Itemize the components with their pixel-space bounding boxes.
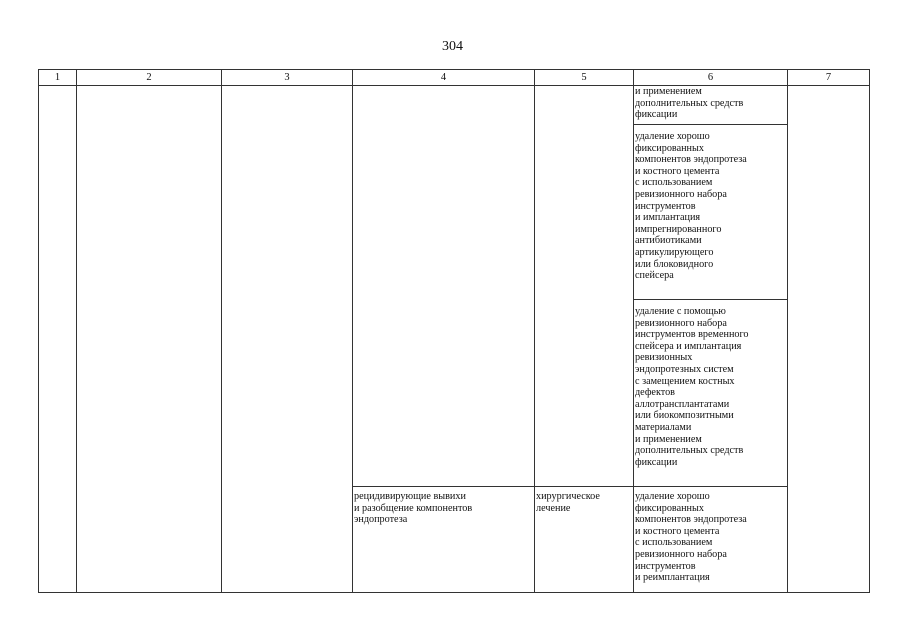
cell-col-5-continued	[535, 86, 634, 487]
text-line: дополнительных средств	[635, 97, 744, 109]
text-line: и костного цемента	[635, 165, 720, 177]
text-line: компонентов эндопротеза	[635, 514, 747, 526]
text-line: инструментов	[635, 200, 696, 212]
cell-col-7	[788, 86, 870, 593]
text-line: с использованием	[635, 177, 713, 189]
text-line: инструментов	[635, 560, 696, 572]
header-col-2: 2	[77, 70, 222, 86]
cell-col-6-method	[634, 300, 788, 487]
text-line: и реимплантация	[635, 572, 710, 584]
cell-col-4-continued	[353, 86, 535, 487]
text-line: антибиотиками	[635, 235, 702, 247]
text-line: и применением	[635, 433, 702, 445]
text-line: удаление с помощью	[635, 306, 726, 317]
cell-col-3	[222, 86, 353, 593]
text-line: удаление хорошо	[635, 491, 710, 502]
text-line: и костного цемента	[635, 525, 720, 537]
header-col-7: 7	[788, 70, 870, 86]
text-line: импрегнированного	[635, 223, 722, 235]
text-line: аллотрансплантатами	[635, 398, 730, 410]
text-line: инструментов временного	[635, 329, 749, 341]
text-line: артикулирующего	[635, 246, 714, 258]
text-line: лечение	[536, 502, 571, 514]
header-col-4: 4	[353, 70, 535, 86]
header-col-1: 1	[39, 70, 77, 86]
text-line: или биокомпозитными	[635, 410, 734, 422]
text-line: фиксации	[635, 456, 678, 468]
header-col-5: 5	[535, 70, 634, 86]
text-line: фиксированных	[635, 142, 704, 154]
cell-col-6-method	[634, 125, 788, 300]
header-row	[39, 70, 870, 86]
text-line: эндопротезных систем	[635, 363, 734, 375]
text-line: и применением	[635, 86, 702, 97]
cell-col-6-method	[634, 487, 788, 593]
text-line: ревизионных	[635, 352, 693, 364]
text-line: с использованием	[635, 537, 713, 549]
text-line: хирургическое	[536, 491, 600, 502]
text-line: ревизионного набора	[635, 548, 727, 560]
text-line: ревизионного набора	[635, 317, 727, 329]
text-line: фиксации	[635, 109, 678, 121]
page-number: 304	[442, 39, 463, 54]
text-line: и имплантация	[635, 212, 701, 224]
text-line: спейсера и имплантация	[635, 340, 742, 352]
cell-col-1	[39, 86, 77, 593]
cell-col-4-condition	[353, 487, 535, 593]
text-line: дополнительных средств	[635, 445, 744, 457]
text-line: дефектов	[635, 387, 675, 399]
text-line: спейсера	[635, 270, 674, 282]
text-line: эндопротеза	[354, 514, 408, 526]
text-line: или блоковидного	[635, 258, 714, 270]
text-line: и разобщение компонентов	[354, 502, 473, 514]
document-table	[38, 69, 870, 593]
table-row	[39, 86, 870, 125]
text-line: с замещением костных	[635, 375, 735, 387]
header-col-6: 6	[634, 70, 788, 86]
text-line: материалами	[635, 421, 692, 433]
cell-col-6-method	[634, 86, 788, 125]
header-col-3: 3	[222, 70, 353, 86]
text-line: рецидивирующие вывихи	[354, 491, 466, 502]
cell-col-5-treatment	[535, 487, 634, 593]
text-line: удаление хорошо	[635, 131, 710, 142]
text-line: ревизионного набора	[635, 188, 727, 200]
cell-col-2	[77, 86, 222, 593]
text-line: фиксированных	[635, 502, 704, 514]
text-line: компонентов эндопротеза	[635, 154, 747, 166]
